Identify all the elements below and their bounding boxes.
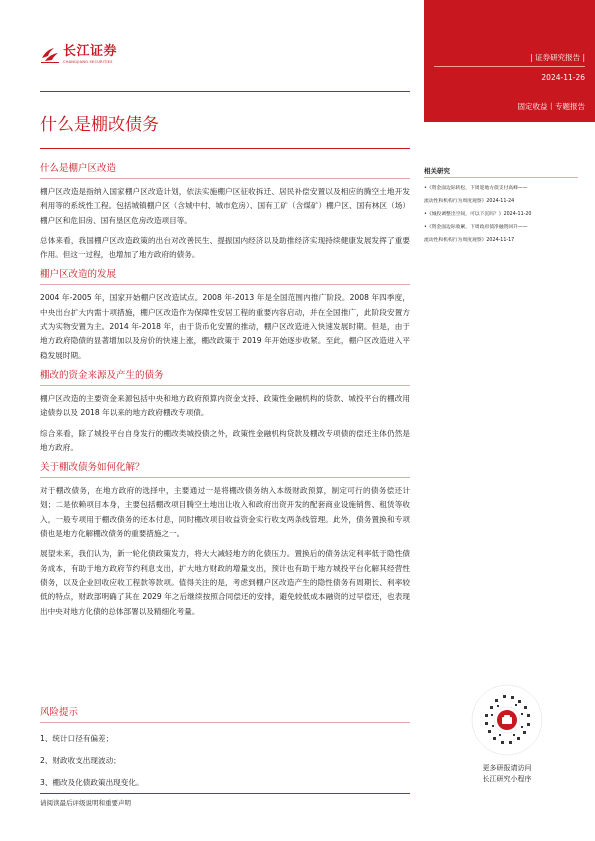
logo-en: CHANGJIANG SECURITIES: [63, 59, 113, 64]
risk-rule: [40, 722, 410, 723]
section-heading: 棚改的资金来源及产生的债务: [40, 369, 164, 381]
logo-mark-icon: [40, 44, 60, 64]
section-heading: 棚户区改造的发展: [40, 269, 117, 281]
report-date: 2024-11-26: [541, 73, 585, 82]
paragraph: 综合来看，除了城投平台自身发行的棚改类城投债之外，政策性金融机构贷款及棚改专项债的偿还主体仍然是地方政府。: [40, 428, 410, 452]
section-3: [40, 369, 410, 455]
related-research-item[interactable]: 流动性和机构行为周度观察》2024-11-24: [424, 199, 515, 204]
mini-program-qr-icon[interactable]: [471, 684, 543, 756]
risk-item: 2、财政收支出现波动；: [40, 756, 121, 765]
sidebar-rule: [424, 177, 578, 178]
footer-rule: [40, 793, 410, 794]
paragraph: 棚户区改造是指纳入国家棚户区改造计划，依法实施棚户区征收拆迁、居民补偿安置以及相应的腾空土地开发利用等的系统性工程。包括城镇棚户区（含城中村、城市危房）、国有工矿（含煤矿）棚户区、国有林区（场）棚户区和危旧房、国有垦区危房改造项目等。: [40, 187, 410, 225]
paragraph: 展望未来，我们认为，新一轮化债政策发力，将大大减轻地方的化债压力。置换后的债务法定利率低于隐性债务成本，有助于地方政府节约利息支出，扩大地方财政的增量支出，预计也有助于地方城投平台化解其经营性债务，以及企业回收应收工程款等款项。值得关注的是，考虑到棚户区改造产生的隐性债务有周期长、利率较低的特点，财政部明确了其在 2029 年之后继续按照合同偿还的安排，避免较低成本融资的过早偿还，也表现出中央对地方化债的总体部署以及精细化考量。: [40, 549, 410, 616]
section-heading: 什么是棚户区改造: [40, 163, 117, 174]
main-content: [40, 162, 410, 625]
risk-section: [40, 706, 410, 789]
logo-cn: 长江证券: [63, 43, 118, 59]
related-research-list: [424, 182, 580, 247]
section-rule: [40, 284, 410, 285]
report-category: 固定收益丨专题报告: [517, 102, 585, 111]
qr-caption: 长江研究小程序: [482, 775, 532, 783]
company-logo: [40, 44, 117, 64]
related-research-item[interactable]: •《资金面边际转松，下周迎地方债支付高峰——: [424, 186, 528, 191]
header-panel: [424, 0, 595, 122]
sidebar-title: 相关研究: [424, 167, 450, 175]
risk-item: 1、统计口径有偏差；: [40, 734, 114, 743]
paragraph: 2004 年-2005 年，国家开始棚户区改造试点。2008 年-2013 年是全国范围内推广阶段。2008 年四季度，中央出台扩大内需十项措施，棚户区改造作为保障性安居工程的重要内容启动，并在全国推广，此阶段安置方式为实物安置为主。2014 年-2018 年，由于货币化安置的推动，棚户区改造进入快速发展时期。但是，由于地方政府隐债的显著增加以及房价的快速上涨，棚改政策于 2019 年开始逐步收紧。至此，棚户区改造进入平稳发展时期。: [40, 293, 410, 360]
footer-disclaimer: 请阅读最后评级说明和重要声明: [40, 799, 131, 807]
title-rule: [40, 148, 410, 149]
qr-caption: 更多研报请访问: [482, 764, 532, 772]
related-research-item[interactable]: •《资金面边际收紧，下周政府债净融资回升——: [424, 225, 528, 230]
report-type: | 证券研究报告 |: [530, 53, 585, 62]
section-2: [40, 268, 410, 362]
section-1: [40, 162, 410, 262]
paragraph: 棚户区改造的主要资金来源包括中央和地方政府预算内资金支持、政策性金融机构的贷款、城投平台的棚改用途债券以及 2018 年以来的地方政府棚改专项债。: [40, 393, 410, 418]
risk-title: 风险提示: [40, 707, 79, 718]
related-research-item[interactable]: •《城投调整出空间，可以下沉吗？》2024-11-20: [424, 212, 532, 217]
top-rule: [40, 91, 410, 92]
related-research-item[interactable]: 流动性和机构行为周度观察》2024-11-17: [424, 238, 515, 243]
section-rule: [40, 178, 410, 179]
section-rule: [40, 385, 410, 386]
page-title: 什么是棚改债务: [40, 115, 159, 135]
risk-item: 3、棚改及化债政策出现变化。: [40, 778, 144, 787]
header-divider: [434, 66, 585, 67]
paragraph: 总体来看，我国棚户区改造政策的出台对改善民生、提振国内经济以及助推经济实现持续健康发展发挥了重要作用。但这一过程，也增加了地方政府的债务。: [40, 235, 410, 260]
paragraph: 对于棚改债务，在地方政府的选择中，主要通过一是将棚改债务纳入本级财政预算，制定可行的债务偿还计划；二是依赖项目本身，主要包括棚改项目腾空土地出让收入和政府出资开发的配套商业设施销售、租赁等收入，一般专项用于棚改债务的还本付息，同时棚改项目收益资金实行收支两条线管理。此外，债务置换和专项债也是地方化解棚改债务的重要措施之一。: [40, 486, 410, 539]
section-4: [40, 461, 410, 619]
section-rule: [40, 477, 410, 478]
section-heading: 关于棚改债务如何化解？: [40, 462, 145, 474]
